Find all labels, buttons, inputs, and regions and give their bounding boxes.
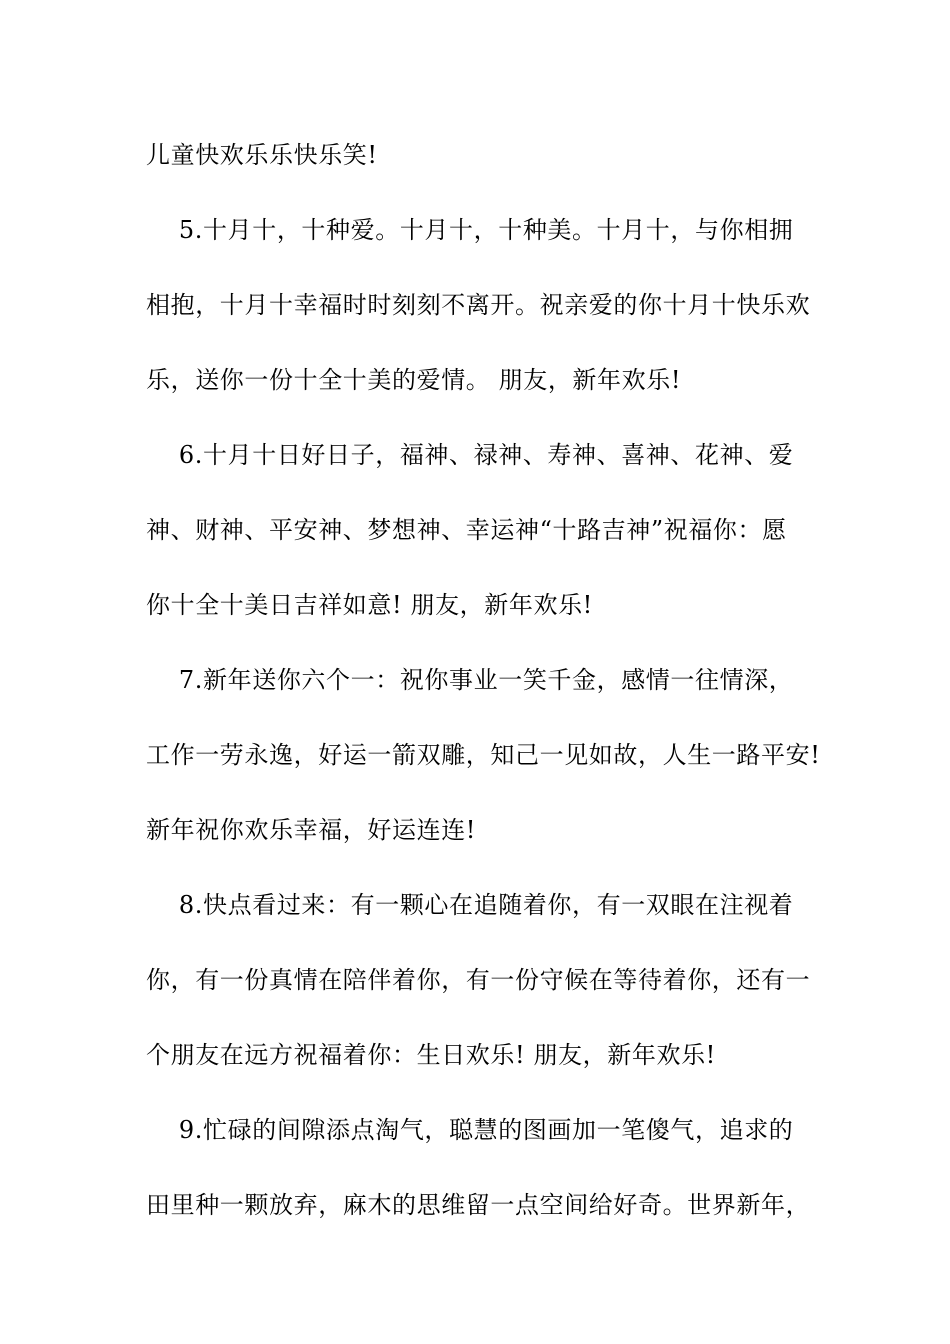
text-line: 5.十月十，十种爱。十月十，十种美。十月十，与你相拥 bbox=[146, 216, 794, 244]
text-line: 儿童快欢乐乐快乐笑! bbox=[146, 141, 378, 169]
text-line: 6.十月十日好日子，福神、禄神、寿神、喜神、花神、爱 bbox=[146, 441, 794, 469]
text-line: 乐，送你一份十全十美的爱情。 朋友，新年欢乐! bbox=[146, 366, 682, 394]
text-line: 8.快点看过来：有一颗心在追随着你，有一双眼在注视着 bbox=[146, 891, 794, 919]
text-line: 工作一劳永逸，好运一箭双雕，知己一见如故，人生一路平安! bbox=[146, 741, 821, 769]
text-line: 神、财神、平安神、梦想神、幸运神“十路吉神”祝福你：愿 bbox=[146, 516, 787, 544]
text-line: 田里种一颗放弃，麻木的思维留一点空间给好奇。世界新年， bbox=[146, 1191, 811, 1219]
text-line: 9.忙碌的间隙添点淘气，聪慧的图画加一笔傻气，追求的 bbox=[146, 1116, 794, 1144]
text-line: 7.新年送你六个一：祝你事业一笑千金，感情一往情深， bbox=[146, 666, 794, 694]
text-line: 你，有一份真情在陪伴着你，有一份守候在等待着你，还有一 bbox=[146, 966, 811, 994]
document-body bbox=[146, 118, 821, 1243]
text-line: 你十全十美日吉祥如意! 朋友，新年欢乐! bbox=[146, 591, 593, 619]
text-line: 新年祝你欢乐幸福，好运连连! bbox=[146, 816, 477, 844]
text-line: 个朋友在远方祝福着你：生日欢乐! 朋友，新年欢乐! bbox=[146, 1041, 716, 1069]
text-line: 相抱，十月十幸福时时刻刻不离开。祝亲爱的你十月十快乐欢 bbox=[146, 291, 811, 319]
